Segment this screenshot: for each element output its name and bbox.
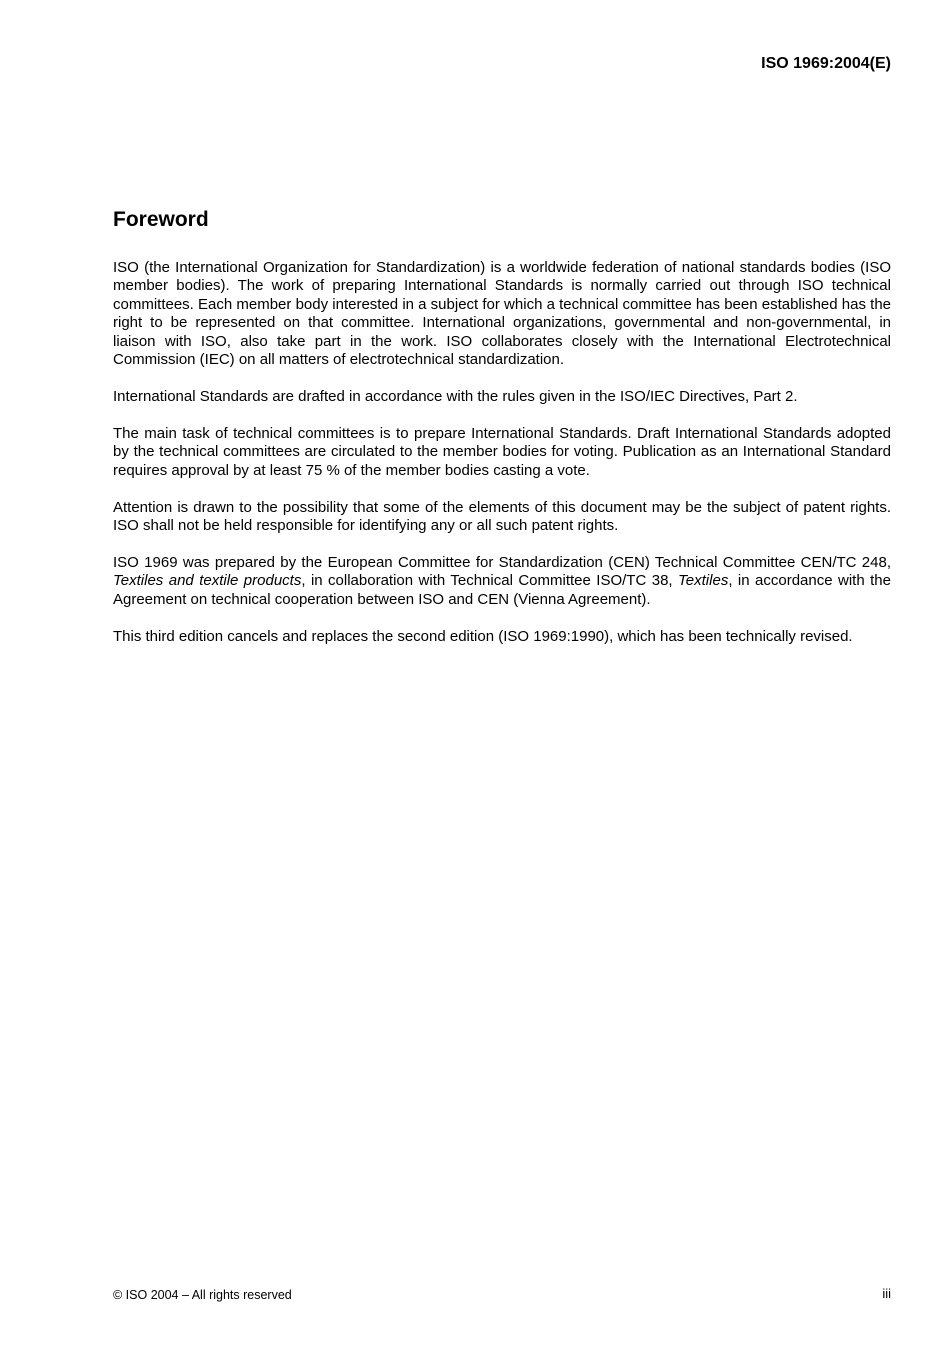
preparation-text-2: , in collaboration with Technical Committee ISO/TC 38, [301, 572, 679, 590]
paragraph-edition: This third edition cancels and replaces the second edition (ISO 1969:1990), which has been technically revised. [113, 627, 853, 645]
paragraph-iso-federation: ISO (the International Organization for Standardization) is a worldwide federation of national standards bodies (ISO member bodies). The work of preparing International Standards is normally carried out through ISO technical committees. Each member body interested in a subject for which a technical committee has been established has the right to be represented on that committee. International organizations, governmental and non-governmental, in liaison with ISO, also take part in the work. ISO collaborates closely with the International Electrotechnical Commission (IEC) on all matters of electrotechnical standardization. [113, 259, 891, 369]
paragraph-directives: International Standards are drafted in accordance with the rules given in the ISO/IEC Directives, Part 2. [113, 387, 798, 405]
document-reference: ISO 1969:2004(E) [761, 55, 891, 72]
paragraph-patent-rights: Attention is drawn to the possibility that some of the elements of this document may be the subject of patent rights. ISO shall not be held responsible for identifying any or all such patent rights. [113, 498, 891, 534]
section-title: Foreword [113, 208, 209, 231]
preparation-text-3: , in accordance with the Agreement on technical cooperation between ISO and CEN (Vienna Agreement). [113, 572, 891, 608]
committee-title-italic: Textiles and textile products [113, 572, 302, 590]
page-number: iii [882, 1286, 891, 1301]
foreword-body [113, 259, 891, 665]
paragraph-preparation [113, 554, 891, 609]
tc-title-italic: Textiles [678, 572, 729, 590]
copyright-notice: © ISO 2004 – All rights reserved [113, 1288, 292, 1302]
preparation-text-1: ISO 1969 was prepared by the European Committee for Standardization (CEN) Technical Committee CEN/TC 248, [113, 553, 891, 571]
paragraph-main-task: The main task of technical committees is to prepare International Standards. Draft International Standards adopted by the technical committees are circulated to the member bodies for voting. Publication as an International Standard requires approval by at least 75 % of the member bodies casting a vote. [113, 424, 891, 479]
